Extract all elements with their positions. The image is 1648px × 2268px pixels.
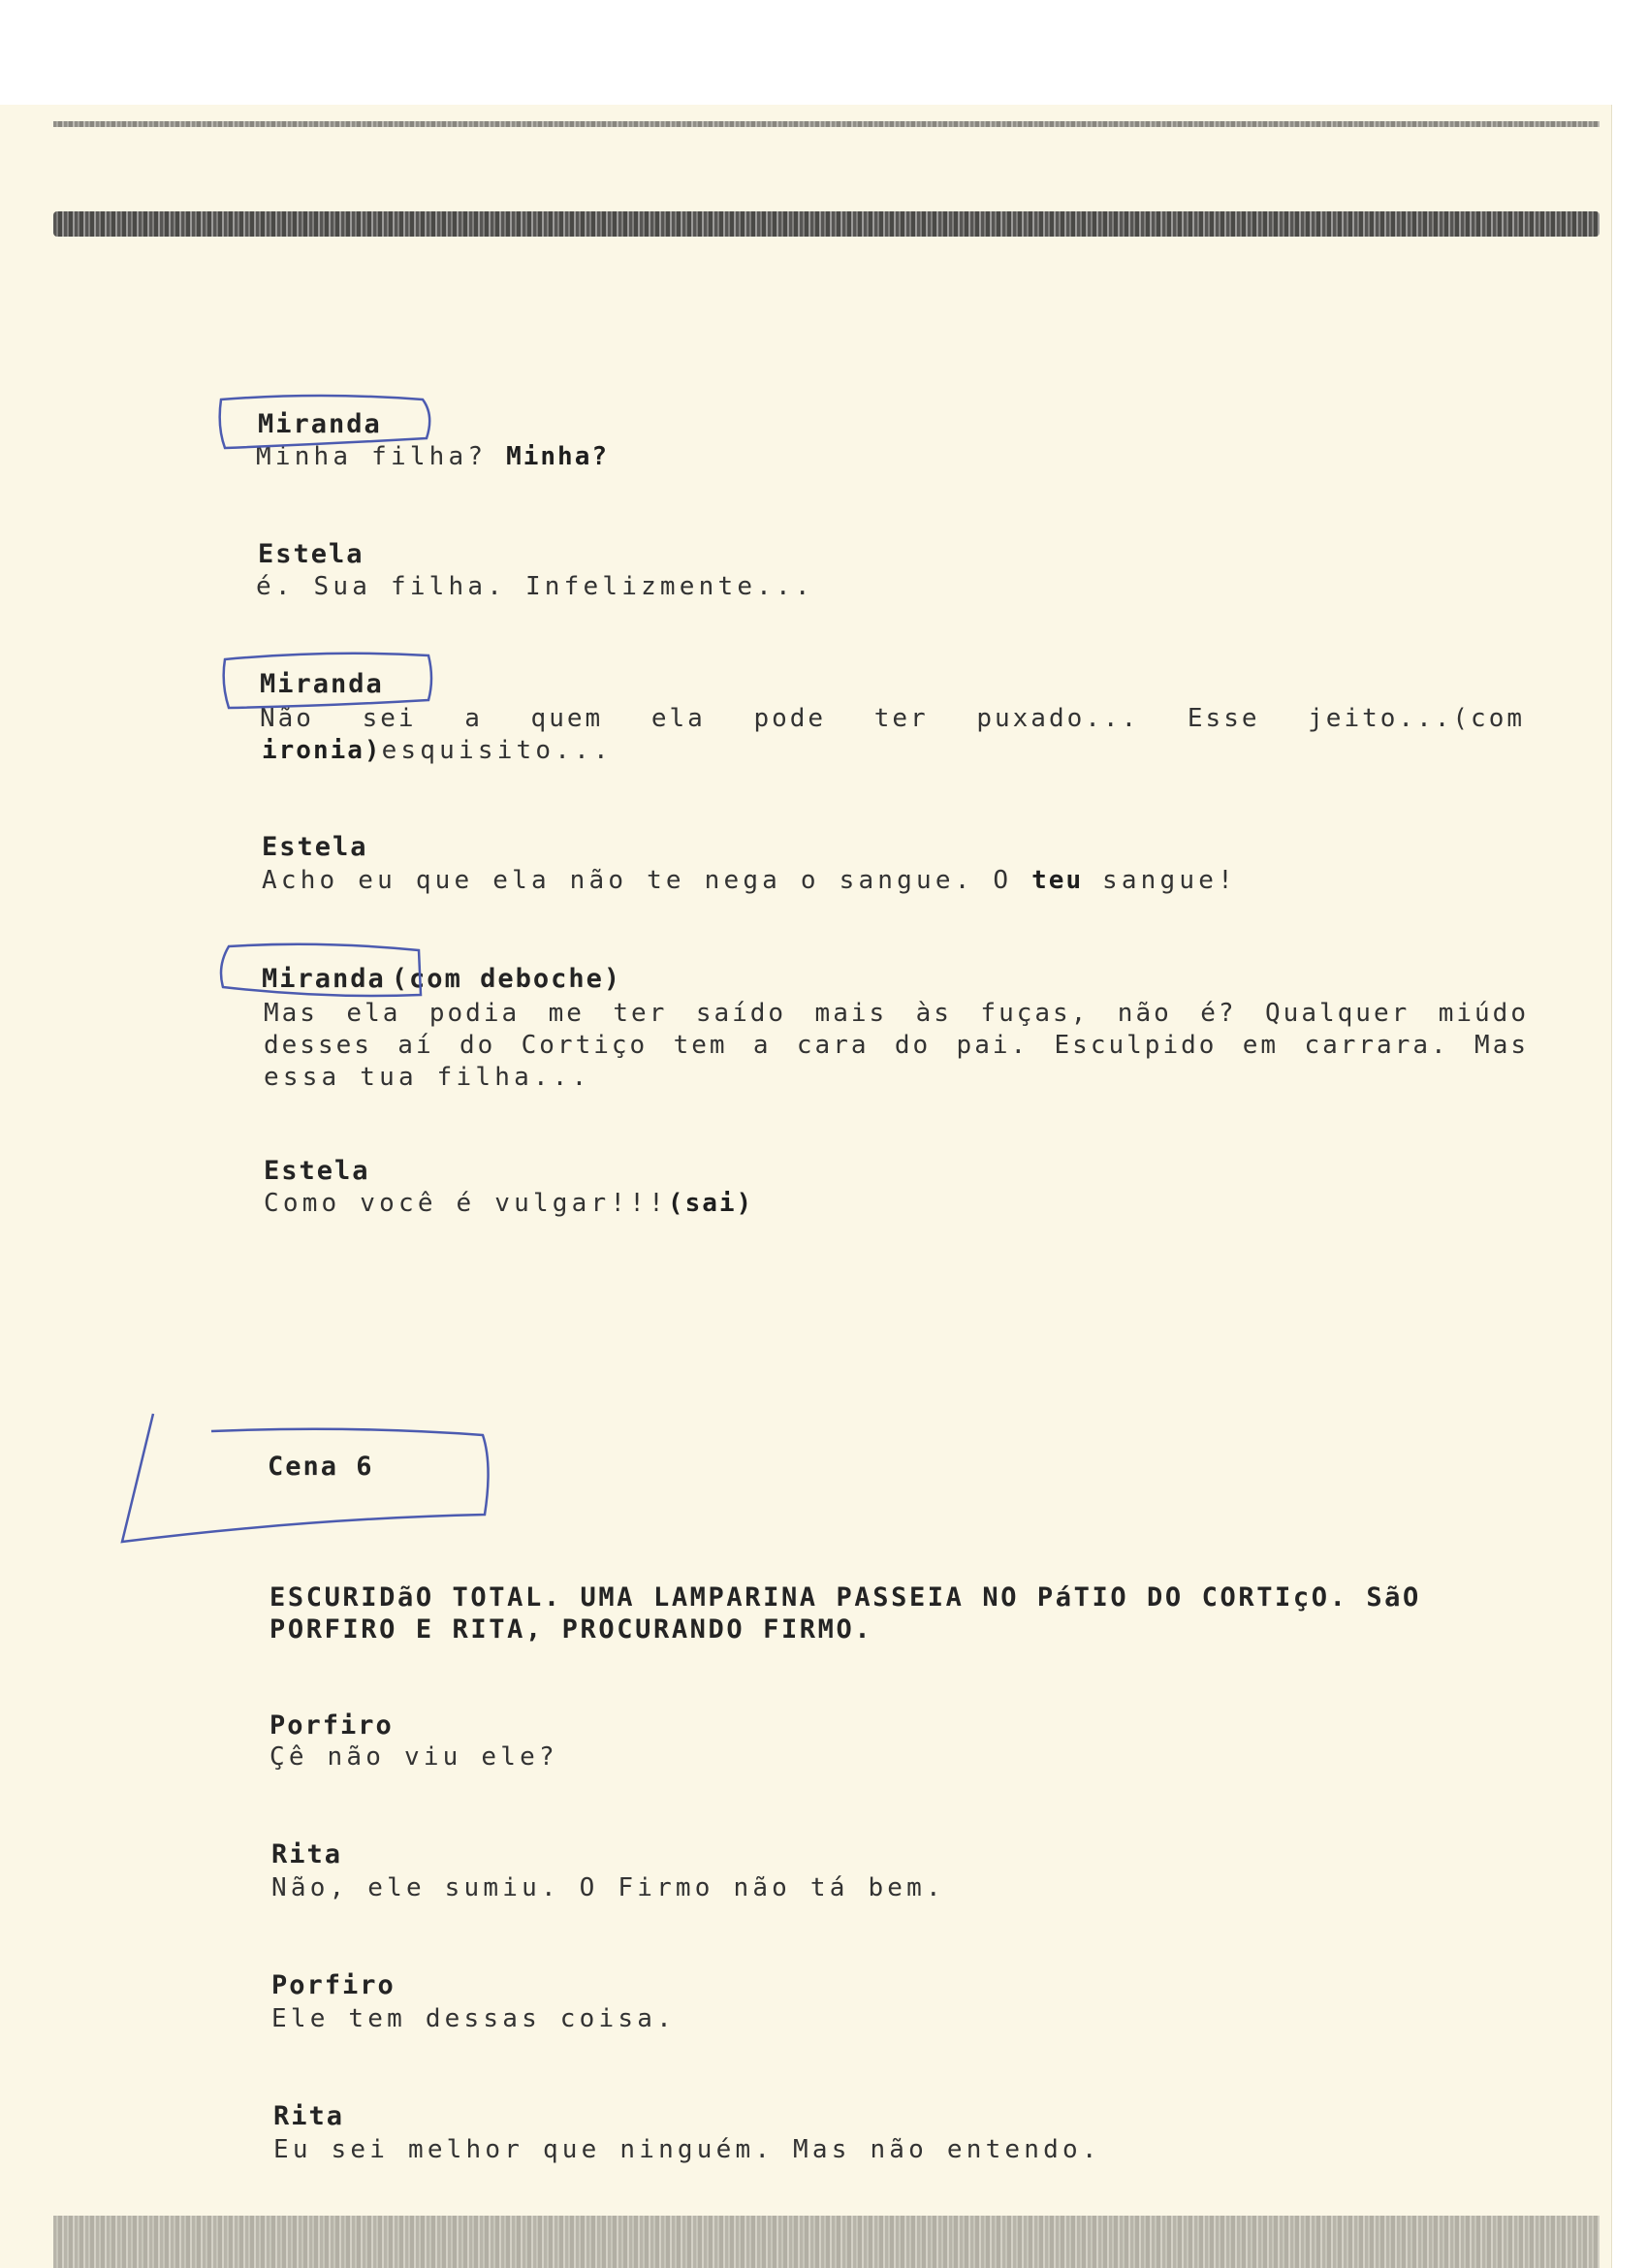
speaker-miranda-3 bbox=[262, 964, 621, 994]
speaker-porfiro-1: Porfiro bbox=[269, 1710, 394, 1741]
scan-artifact-top-band bbox=[53, 211, 1600, 237]
scene-heading: Cena 6 bbox=[268, 1452, 374, 1482]
dialogue-line: Não sei a quem ela pode ter puxado... Esse jeito...(com bbox=[260, 704, 1525, 733]
dialogue-line bbox=[262, 866, 1237, 895]
dialogue-text: Acho eu que ela não te nega o sangue. O bbox=[262, 866, 1032, 895]
speaker-name: Miranda bbox=[262, 964, 386, 994]
script-page bbox=[0, 105, 1612, 2268]
dialogue-line: essa tua filha... bbox=[264, 1063, 591, 1092]
dialogue-line: Não, ele sumiu. O Firmo não tá bem. bbox=[271, 1873, 945, 1902]
speaker-estela-2: Estela bbox=[262, 832, 368, 862]
scan-artifact-bottom-band bbox=[53, 2216, 1600, 2268]
speaker-rita-1: Rita bbox=[271, 1839, 343, 1869]
dialogue-text: Minha filha? bbox=[256, 442, 507, 471]
dialogue-line: desses aí do Cortiço tem a cara do pai. Esculpido em carrara. Mas bbox=[264, 1031, 1529, 1060]
dialogue-line bbox=[262, 736, 613, 765]
speaker-miranda-2: Miranda bbox=[260, 669, 384, 699]
dialogue-line: é. Sua filha. Infelizmente... bbox=[256, 572, 814, 601]
scan-artifact-top-thin bbox=[53, 121, 1600, 127]
stage-direction-line: PORFIRO E RITA, PROCURANDO FIRMO. bbox=[269, 1614, 873, 1645]
dialogue-direction: (sai) bbox=[667, 1189, 754, 1218]
dialogue-direction: ironia) bbox=[262, 736, 382, 765]
speaker-porfiro-2: Porfiro bbox=[271, 1970, 396, 2000]
dialogue-line: Eu sei melhor que ninguém. Mas não entendo. bbox=[273, 2135, 1101, 2164]
speaker-estela-1: Estela bbox=[258, 539, 364, 569]
dialogue-line: Mas ela podia me ter saído mais às fuças, não é? Qualquer miúdo bbox=[264, 999, 1529, 1028]
dialogue-text: esquisito... bbox=[381, 736, 613, 765]
dialogue-line bbox=[256, 442, 609, 471]
speaker-rita-2: Rita bbox=[273, 2101, 345, 2131]
dialogue-text: sangue! bbox=[1083, 866, 1237, 895]
speaker-direction: (com deboche) bbox=[391, 964, 622, 994]
dialogue-line: Çê não viu ele? bbox=[269, 1742, 558, 1772]
dialogue-emphasis: Minha? bbox=[506, 442, 610, 471]
dialogue-text: Como você é vulgar!!! bbox=[264, 1189, 668, 1218]
dialogue-emphasis: teu bbox=[1031, 866, 1084, 895]
dialogue-line bbox=[264, 1189, 753, 1218]
dialogue-line: Ele tem dessas coisa. bbox=[271, 2004, 676, 2033]
speaker-miranda-1: Miranda bbox=[258, 409, 382, 439]
stage-direction-line: ESCURIDãO TOTAL. UMA LAMPARINA PASSEIA NO PáTIO DO CORTIçO. SãO bbox=[269, 1582, 1421, 1613]
speaker-estela-3: Estela bbox=[264, 1156, 370, 1186]
